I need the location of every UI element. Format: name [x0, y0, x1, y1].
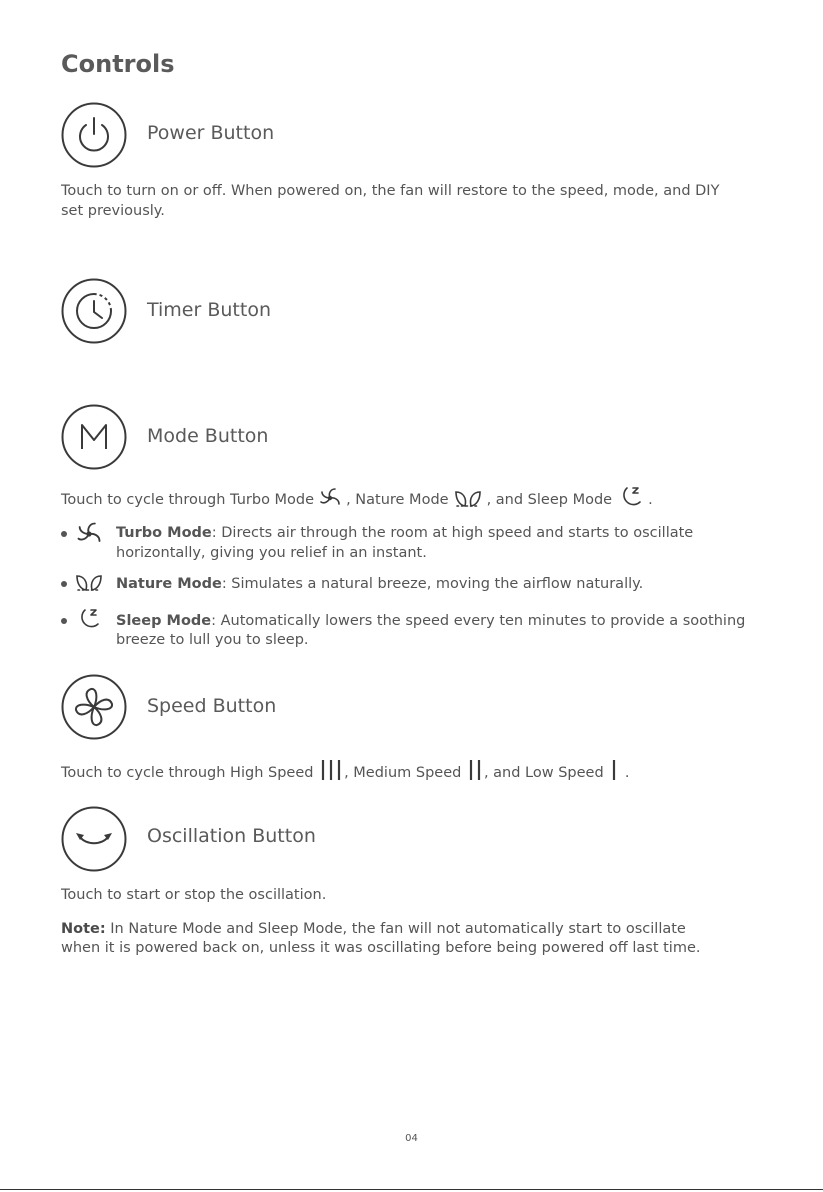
power-button-title: Power Button	[147, 122, 275, 144]
sleep-mode-description-line-2: breeze to lull you to sleep.	[116, 632, 309, 648]
speed-text-d: .	[624, 765, 630, 781]
bullet-dot	[61, 531, 67, 537]
bullet-dot	[61, 581, 67, 587]
timer-button-title: Timer Button	[147, 299, 271, 321]
high-speed-icon	[320, 759, 342, 787]
mode-intro	[61, 485, 653, 515]
nature-mode-text: Simulates a natural breeze, moving the airflow naturally.	[226, 576, 644, 592]
sleep-mode-label: Sleep Mode	[116, 613, 212, 629]
speed-text-a: Touch to cycle through High Speed	[61, 765, 314, 781]
oscillation-icon	[61, 806, 127, 872]
turbo-mode-icon	[75, 521, 103, 547]
mode-intro-text-a: Touch to cycle through Turbo Mode	[61, 492, 315, 508]
label-separator: :	[221, 576, 227, 592]
power-icon	[61, 102, 127, 168]
low-speed-icon	[610, 759, 618, 787]
oscillation-button-title: Oscillation Button	[147, 825, 316, 847]
bottom-rule	[0, 1189, 823, 1190]
turbo-mode-description-line-1	[116, 523, 693, 543]
label-separator: :	[211, 525, 217, 541]
mode-intro-text-b: , Nature Mode	[346, 492, 449, 508]
page-number: 04	[405, 1133, 418, 1144]
nature-mode-icon	[453, 489, 483, 515]
turbo-mode-label: Turbo Mode	[116, 525, 212, 541]
timer-icon	[61, 278, 127, 344]
power-description-line-1: Touch to turn on or off. When powered on, the fan will restore to the speed, mode, and DIY	[61, 183, 720, 199]
page-title: Controls	[61, 50, 175, 78]
sleep-mode-icon	[74, 607, 102, 631]
oscillation-description: Touch to start or stop the oscillation.	[61, 887, 327, 903]
sleep-mode-description-line-1	[116, 611, 745, 631]
mode-icon	[61, 404, 127, 470]
mode-button-title: Mode Button	[147, 425, 269, 447]
oscillation-note-line-1	[61, 919, 686, 939]
mode-intro-text-d: .	[648, 492, 653, 508]
speed-text-b: , Medium Speed	[344, 765, 462, 781]
speed-fan-icon	[61, 674, 127, 740]
power-description-line-2: set previously.	[61, 203, 165, 219]
turbo-mode-text: Directs air through the room at high speed and starts to oscillate	[216, 525, 694, 541]
medium-speed-icon	[468, 759, 482, 787]
note-label: Note:	[61, 921, 106, 937]
oscillation-note-line-2: when it is powered back on, unless it was oscillating before being powered off last time.	[61, 940, 701, 956]
label-separator: :	[211, 613, 217, 629]
turbo-mode-description-line-2: horizontally, giving you relief in an instant.	[116, 545, 427, 561]
bullet-dot	[61, 618, 67, 624]
speed-text-c: , and Low Speed	[483, 765, 604, 781]
nature-mode-label: Nature Mode	[116, 576, 222, 592]
nature-mode-icon	[74, 573, 104, 593]
speed-button-title: Speed Button	[147, 695, 277, 717]
sleep-mode-text: Automatically lowers the speed every ten minutes to provide a soothing	[216, 613, 746, 629]
nature-mode-description	[116, 574, 643, 594]
speed-description	[61, 759, 630, 787]
turbo-mode-icon	[318, 487, 342, 515]
sleep-mode-icon	[616, 485, 644, 515]
note-text: In Nature Mode and Sleep Mode, the fan will not automatically start to oscillate	[105, 921, 686, 937]
mode-intro-text-c: , and Sleep Mode	[486, 492, 613, 508]
